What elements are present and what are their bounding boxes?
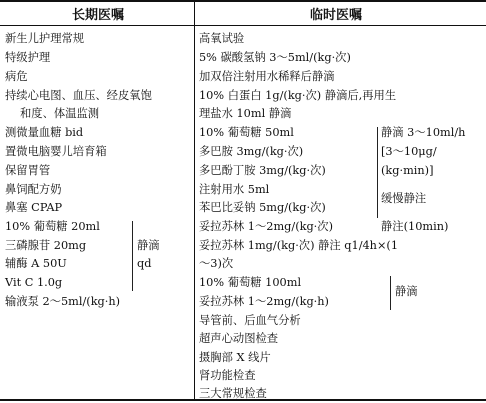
temporary-order: 10% 葡萄糖 100ml — [199, 276, 302, 289]
column-divider — [194, 0, 195, 401]
header-temporary: 临时医嘱 — [310, 8, 363, 23]
temporary-order: 超声心动图检查 — [199, 332, 279, 345]
temporary-order: 苯巴比妥钠 5mg/(kg·次) — [199, 201, 326, 214]
long-term-order: 鼻塞 CPAP — [5, 201, 63, 214]
temporary-order: 加双倍注射用水稀释后静滴 — [199, 70, 335, 83]
group-label-infusion: [3～10μg/ — [381, 145, 437, 158]
long-term-order: 病危 — [5, 70, 28, 83]
temporary-order: 三大常规检查 — [199, 387, 267, 400]
temporary-order: 妥拉苏林 1mg/(kg·次) 静注 q1/4h×(1 — [199, 239, 399, 252]
temporary-order: ～3)次 — [199, 257, 234, 270]
header-long-term: 长期医嘱 — [72, 8, 125, 23]
group-bracket — [377, 127, 378, 218]
temporary-order: 多巴胺 3mg/(kg·次) — [199, 145, 304, 158]
temporary-order: 摄胸部 X 线片 — [199, 351, 271, 364]
group-bracket — [132, 221, 133, 291]
temporary-order: 妥拉苏林 1～2mg/(kg·h) — [199, 295, 329, 308]
temporary-order: 5% 碳酸氢钠 3～5ml/(kg·次) — [199, 51, 351, 64]
temporary-order: 10% 葡萄糖 50ml — [199, 126, 294, 139]
temporary-order: 导管前、后血气分析 — [199, 314, 301, 327]
long-term-order: 10% 葡萄糖 20ml — [5, 220, 100, 233]
header-rule — [0, 25, 486, 26]
temporary-order: 高氧试验 — [199, 32, 245, 45]
long-term-order: 三磷腺苷 20mg — [5, 239, 87, 252]
temporary-order: 理盐水 10ml 静滴 — [199, 107, 292, 120]
long-term-order: 辅酶 A 50U — [5, 257, 67, 270]
group-label-infusion: (kg·min)] — [381, 164, 434, 177]
long-term-order: 置微电脑婴儿培育箱 — [5, 145, 107, 158]
group-label-push-10min: 静注(10min) — [381, 220, 449, 233]
temporary-order: 10% 白蛋白 1g/(kg·次) 静滴后,再用生 — [199, 89, 397, 102]
group-label-route: 静滴 — [137, 239, 160, 252]
group-label-frequency: qd — [137, 257, 152, 270]
long-term-order: 鼻饲配方奶 — [5, 183, 62, 196]
long-term-order: 测微量血糖 bid — [5, 126, 84, 139]
group-label-drip: 静滴 — [395, 285, 418, 298]
long-term-order: 和度、体温监测 — [20, 107, 100, 120]
group-label-slow-push: 缓慢静注 — [381, 192, 427, 205]
long-term-order: 特级护理 — [5, 51, 51, 64]
group-label-infusion: 静滴 3～10ml/h — [381, 126, 466, 139]
temporary-order: 肾功能检查 — [199, 369, 256, 382]
long-term-order: Vit C 1.0g — [5, 276, 63, 289]
temporary-order: 注射用水 5ml — [199, 183, 270, 196]
temporary-order: 多巴酚丁胺 3mg/(kg·次) — [199, 164, 326, 177]
long-term-order: 持续心电图、血压、经皮氧饱 — [5, 89, 152, 102]
temporary-order: 妥拉苏林 1～2mg/(kg·次) — [199, 220, 333, 233]
top-rule — [0, 0, 486, 2]
group-bracket — [390, 276, 391, 310]
long-term-order: 保留胃管 — [5, 164, 51, 177]
long-term-order: 输液泵 2～5ml/(kg·h) — [5, 295, 121, 308]
long-term-order: 新生儿护理常规 — [5, 32, 85, 45]
